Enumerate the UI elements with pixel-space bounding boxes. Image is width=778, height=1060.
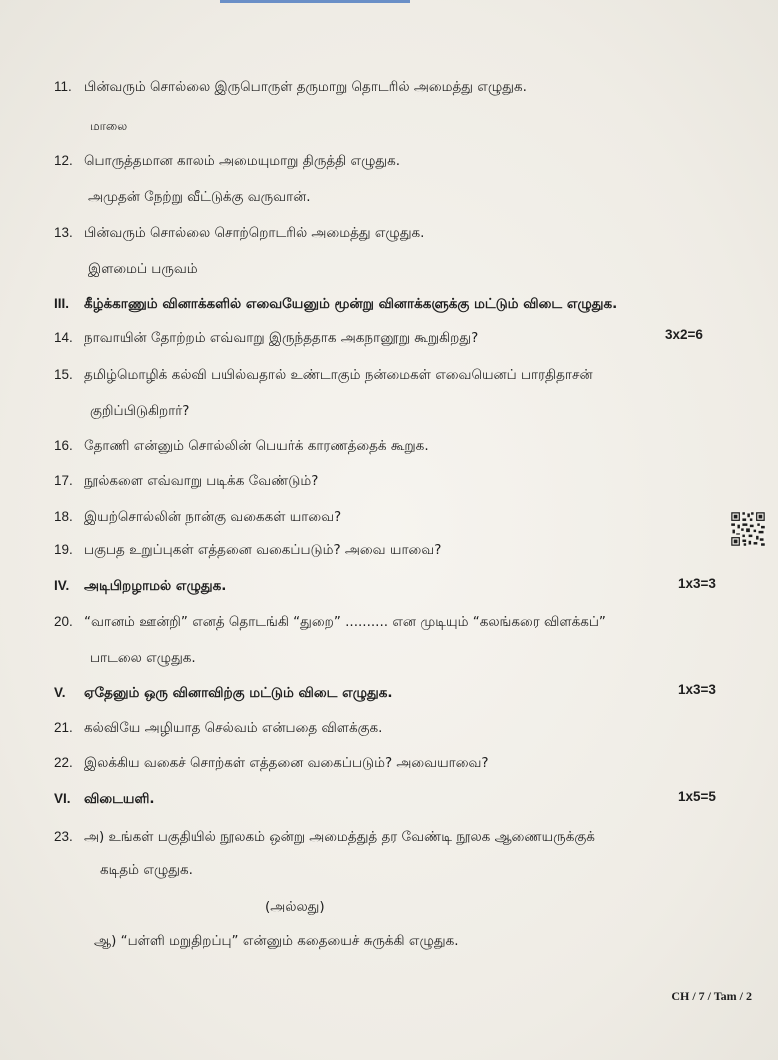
question-number: 20. bbox=[54, 614, 73, 629]
question-number: 18. bbox=[54, 509, 73, 524]
question-number: 17. bbox=[54, 473, 73, 488]
question-text-continued: கடிதம் எழுதுக. bbox=[100, 862, 193, 878]
question-20-continued bbox=[90, 650, 196, 668]
given-word: இளமைப் பருவம் bbox=[88, 261, 198, 277]
section-instruction: கீழ்க்காணும் வினாக்களில் எவையேனும் மூன்று வினாக்களுக்கு மட்டும் விடை எழுதுக. bbox=[84, 296, 618, 312]
question-number: 23. bbox=[54, 829, 73, 844]
question-23a bbox=[54, 829, 595, 847]
question-text: பகுபத உறுப்புகள் எத்தனை வகைப்படும்? அவை யாவை? bbox=[84, 542, 442, 558]
question-text: பின்வரும் சொல்லை சொற்றொடரில் அமைத்து எழுதுக. bbox=[84, 225, 425, 241]
question-21 bbox=[54, 720, 382, 738]
or-text: (அல்லது) bbox=[265, 899, 325, 915]
question-23b bbox=[94, 933, 459, 951]
question-text: நூல்களை எவ்வாறு படிக்க வேண்டும்? bbox=[84, 473, 319, 489]
question-13 bbox=[54, 225, 424, 243]
question-number: 16. bbox=[54, 438, 73, 453]
question-22 bbox=[54, 755, 489, 773]
section-instruction: அடிபிறழாமல் எழுதுக. bbox=[84, 578, 227, 594]
question-number: 19. bbox=[54, 542, 73, 557]
question-text: கல்வியே அழியாத செல்வம் என்பதை விளக்குக. bbox=[84, 720, 383, 736]
section-6-marks: 1x5=5 bbox=[678, 789, 716, 804]
question-number: 12. bbox=[54, 153, 73, 168]
question-number: 11. bbox=[54, 79, 72, 94]
question-11 bbox=[54, 79, 527, 97]
question-number: 13. bbox=[54, 225, 73, 240]
section-instruction: விடையளி. bbox=[84, 791, 155, 807]
question-text-continued: பாடலை எழுதுக. bbox=[90, 650, 196, 666]
question-11-word bbox=[90, 119, 127, 135]
section-3-heading bbox=[54, 296, 617, 314]
given-word: மாலை bbox=[90, 119, 128, 133]
question-16 bbox=[54, 438, 429, 456]
section-4-marks: 1x3=3 bbox=[678, 576, 716, 591]
question-text: பொருத்தமான காலம் அமையுமாறு திருத்தி எழுதுக. bbox=[84, 153, 401, 169]
question-text: அ) உங்கள் பகுதியில் நூலகம் ஒன்று அமைத்துத் தர வேண்டி நூலக ஆணையருக்குக் bbox=[84, 829, 595, 845]
given-sentence: அமுதன் நேற்று வீட்டுக்கு வருவான். bbox=[88, 189, 311, 205]
question-number: 21. bbox=[54, 720, 73, 735]
section-number: V. bbox=[54, 685, 66, 700]
question-text: தோணி என்னும் சொல்லின் பெயர்க் காரணத்தைக் கூறுக. bbox=[84, 438, 429, 454]
question-20 bbox=[54, 614, 606, 632]
question-12 bbox=[54, 153, 400, 171]
question-13-word bbox=[88, 261, 198, 279]
question-number: 22. bbox=[54, 755, 73, 770]
question-text: இயற்சொல்லின் நான்கு வகைகள் யாவை? bbox=[84, 509, 342, 525]
section-4-heading bbox=[54, 578, 226, 596]
question-23a-continued bbox=[100, 862, 193, 880]
section-instruction: ஏதேனும் ஒரு வினாவிற்கு மட்டும் விடை எழுதுக. bbox=[84, 685, 393, 701]
section-5-heading bbox=[54, 685, 393, 703]
section-number: IV. bbox=[54, 578, 70, 593]
question-number: 14. bbox=[54, 330, 73, 345]
question-text: “வானம் ஊன்றி” எனத் தொடங்கி “துறை” .......... என முடியும் “கலங்கரை விளக்கப்” bbox=[84, 614, 606, 630]
question-text: தமிழ்மொழிக் கல்வி பயில்வதால் உண்டாகும் நன்மைகள் எவையெனப் பாரதிதாசன் bbox=[84, 367, 593, 383]
question-17 bbox=[54, 473, 318, 491]
question-text-continued: குறிப்பிடுகிறார்? bbox=[90, 403, 190, 419]
page-code: CH / 7 / Tam / 2 bbox=[671, 989, 752, 1003]
question-number: 15. bbox=[54, 367, 73, 382]
question-12-sentence bbox=[88, 189, 311, 207]
qr-code-icon bbox=[730, 511, 766, 547]
or-separator bbox=[265, 899, 325, 917]
question-14 bbox=[54, 330, 478, 348]
question-18 bbox=[54, 509, 341, 527]
question-19 bbox=[54, 542, 441, 560]
question-15-continued bbox=[90, 403, 189, 421]
question-15 bbox=[54, 367, 593, 385]
question-text: பின்வரும் சொல்லை இருபொருள் தருமாறு தொடரில் அமைத்து எழுதுக. bbox=[84, 79, 527, 95]
top-edge-mark bbox=[220, 0, 410, 3]
section-3-marks: 3x2=6 bbox=[665, 327, 703, 342]
question-text: இலக்கிய வகைச் சொற்கள் எத்தனை வகைப்படும்? அவையாவை? bbox=[84, 755, 489, 771]
section-number: VI. bbox=[54, 791, 71, 806]
question-text: நாவாயின் தோற்றம் எவ்வாறு இருந்ததாக அகநானூறு கூறுகிறது? bbox=[84, 330, 479, 346]
section-5-marks: 1x3=3 bbox=[678, 682, 716, 697]
question-text: ஆ) “பள்ளி மறுதிறப்பு” என்னும் கதையைச் சுருக்கி எழுதுக. bbox=[94, 933, 459, 949]
section-number: III. bbox=[54, 296, 70, 311]
section-6-heading bbox=[54, 791, 155, 809]
